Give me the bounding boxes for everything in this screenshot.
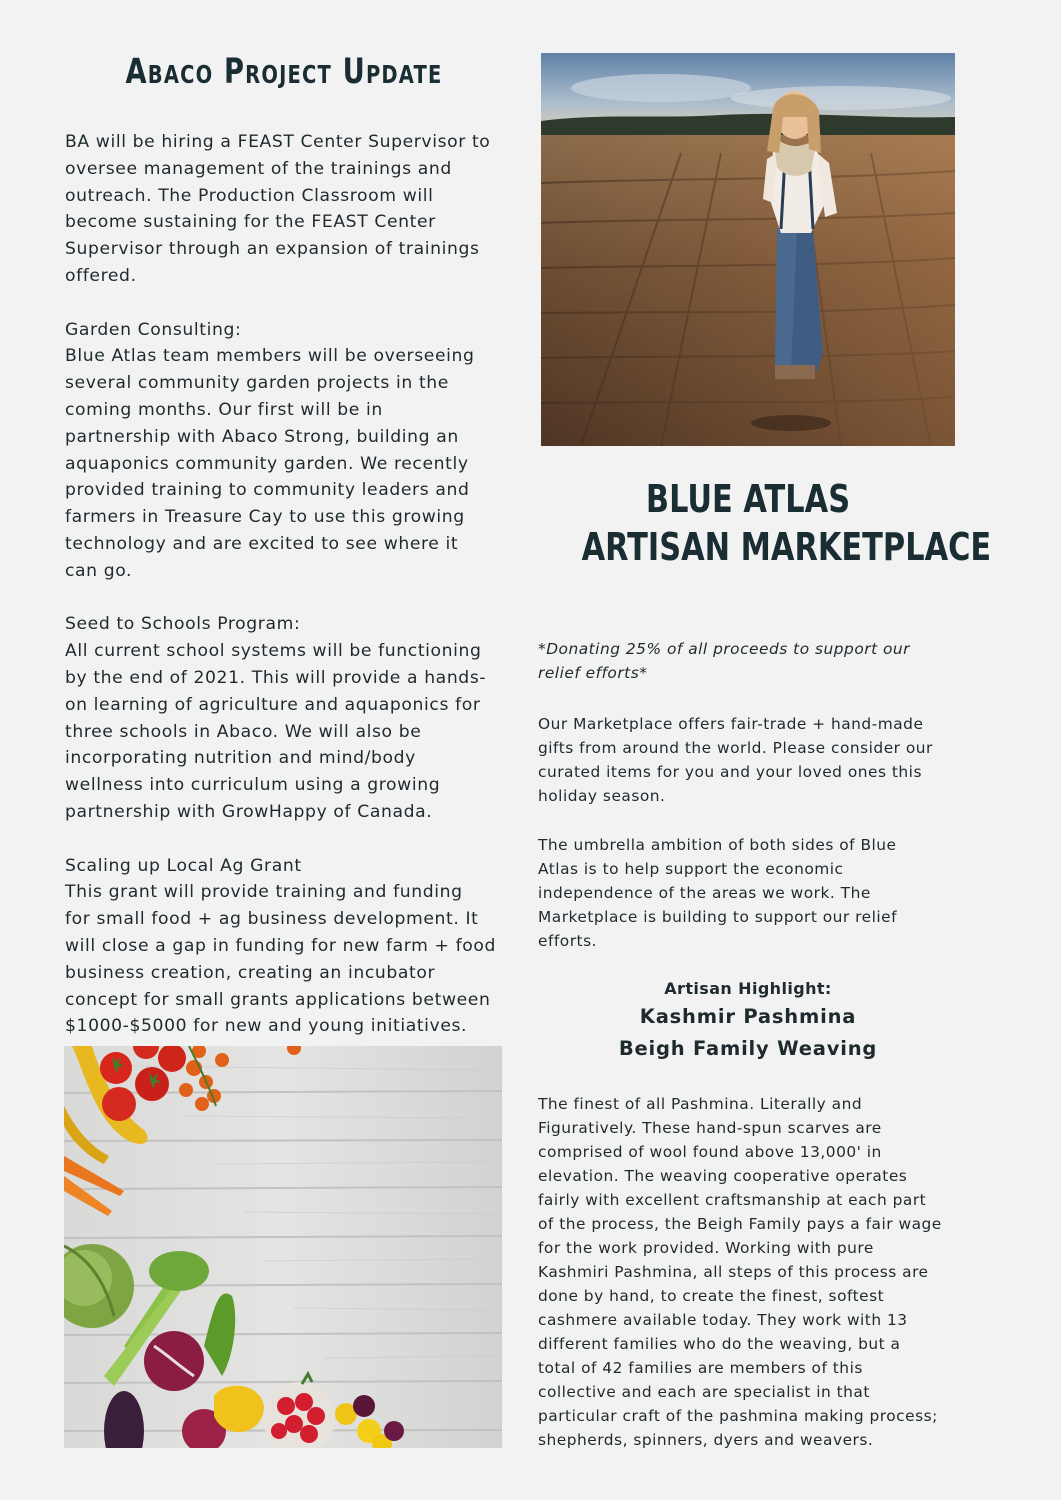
text-line: coming months. Our first will be in	[65, 399, 383, 420]
text-line: incorporating nutrition and mind/body	[65, 748, 416, 769]
text-line: Blue Atlas team members will be overseeing	[65, 346, 475, 367]
text-line: $1000-$5000 for new and young initiatives.	[65, 1016, 468, 1037]
text-line: independence of the areas we work. The	[538, 884, 871, 902]
marketplace-paragraph	[538, 712, 933, 808]
garden-section	[65, 317, 515, 585]
marketplace-title	[581, 475, 992, 571]
text-line: by the end of 2021. This will provide a hands-	[65, 667, 487, 688]
artisan-highlight	[540, 977, 956, 1065]
text-line: gifts from around the world. Please consider our	[538, 739, 933, 757]
text-line: wellness into curriculum using a growing	[65, 775, 441, 796]
pashmina-paragraph	[538, 1092, 942, 1452]
intro-paragraph	[65, 129, 515, 290]
text-line: comprised of wool found above 13,000' in	[538, 1143, 882, 1161]
text-line: relief efforts*	[538, 664, 648, 682]
text-line: technology and are excited to see where it	[65, 533, 459, 554]
text-line: efforts.	[538, 932, 597, 950]
text-line: All current school systems will be functioning	[65, 641, 482, 662]
text-line: Atlas is to help support the economic	[538, 860, 844, 878]
highlight-name: Kashmir Pashmina	[639, 1005, 857, 1028]
text-line: for the work provided. Working with pure	[538, 1239, 874, 1257]
text-line: The umbrella ambition of both sides of Blue	[538, 836, 897, 854]
vegetables-photo	[64, 1046, 502, 1448]
grant-heading: Scaling up Local Ag Grant	[65, 855, 302, 876]
text-line: The finest of all Pashmina. Literally and	[538, 1095, 863, 1113]
text-line: business creation, creating an incubator	[65, 962, 436, 983]
text-line: will close a gap in funding for new farm + food	[65, 935, 497, 956]
text-line: aquaponics community garden. We recently	[65, 453, 469, 474]
section-title-abaco: Abaco Project Update	[125, 52, 443, 92]
text-line: curated items for you and your loved ones this	[538, 763, 922, 781]
text-line: three schools in Abaco. We will also be	[65, 721, 422, 742]
left-body	[65, 129, 515, 1040]
donation-note	[538, 637, 910, 685]
text-line: of the process, the Beigh Family pays a fair wage	[538, 1215, 942, 1233]
text-line: particular craft of the pashmina making process;	[538, 1407, 938, 1425]
text-line: BA will be hiring a FEAST Center Supervisor to	[65, 132, 491, 152]
text-line: can go.	[65, 560, 133, 581]
title-line: BLUE ATLAS	[645, 477, 851, 521]
text-line: holiday season.	[538, 787, 666, 805]
text-line: collective and each are specialist in that	[538, 1383, 870, 1401]
garden-heading: Garden Consulting:	[65, 319, 242, 340]
text-line: elevation. The weaving cooperative operates	[538, 1167, 908, 1185]
text-line: done by hand, to create the finest, softest	[538, 1287, 885, 1305]
text-line: Our Marketplace offers fair-trade + hand-made	[538, 715, 924, 733]
text-line: offered.	[65, 265, 137, 286]
seed-section	[65, 611, 515, 825]
text-line: Figuratively. These hand-spun scarves are	[538, 1119, 882, 1137]
text-line: partnership with Abaco Strong, building an	[65, 426, 459, 447]
text-line: on learning of agriculture and aquaponics for	[65, 694, 481, 715]
text-line: This grant will provide training and funding	[65, 882, 463, 903]
text-line: become sustaining for the FEAST Center	[65, 212, 436, 233]
text-line: different families who do the weaving, but a	[538, 1335, 901, 1353]
text-line: Kashmiri Pashmina, all steps of this process are	[538, 1263, 929, 1281]
seed-heading: Seed to Schools Program:	[65, 614, 301, 635]
text-line: partnership with GrowHappy of Canada.	[65, 801, 433, 822]
woman-in-field-photo	[541, 53, 955, 446]
text-line: shepherds, spinners, dyers and weavers.	[538, 1431, 874, 1449]
text-line: Supervisor through an expansion of trainings	[65, 239, 480, 260]
text-line: concept for small grants applications between	[65, 989, 491, 1010]
ambition-paragraph	[538, 833, 897, 953]
text-line: several community garden projects in the	[65, 373, 449, 394]
highlight-maker: Beigh Family Weaving	[618, 1037, 878, 1060]
title-line: ARTISAN MARKETPLACE	[581, 525, 992, 569]
highlight-label: Artisan Highlight:	[664, 979, 832, 998]
text-line: total of 42 families are members of this	[538, 1359, 863, 1377]
text-line: for small food + ag business development. It	[65, 909, 479, 930]
grant-section	[65, 853, 515, 1041]
text-line: outreach. The Production Classroom will	[65, 185, 434, 206]
text-line: fairly with excellent craftsmanship at each part	[538, 1191, 927, 1209]
text-line: cashmere available today. They work with 13	[538, 1311, 908, 1329]
text-line: provided training to community leaders and	[65, 480, 470, 501]
text-line: oversee management of the trainings and	[65, 158, 452, 179]
text-line: Marketplace is building to support our relief	[538, 908, 898, 926]
text-line: *Donating 25% of all proceeds to support our	[538, 640, 910, 658]
text-line: farmers in Treasure Cay to use this growing	[65, 507, 465, 528]
